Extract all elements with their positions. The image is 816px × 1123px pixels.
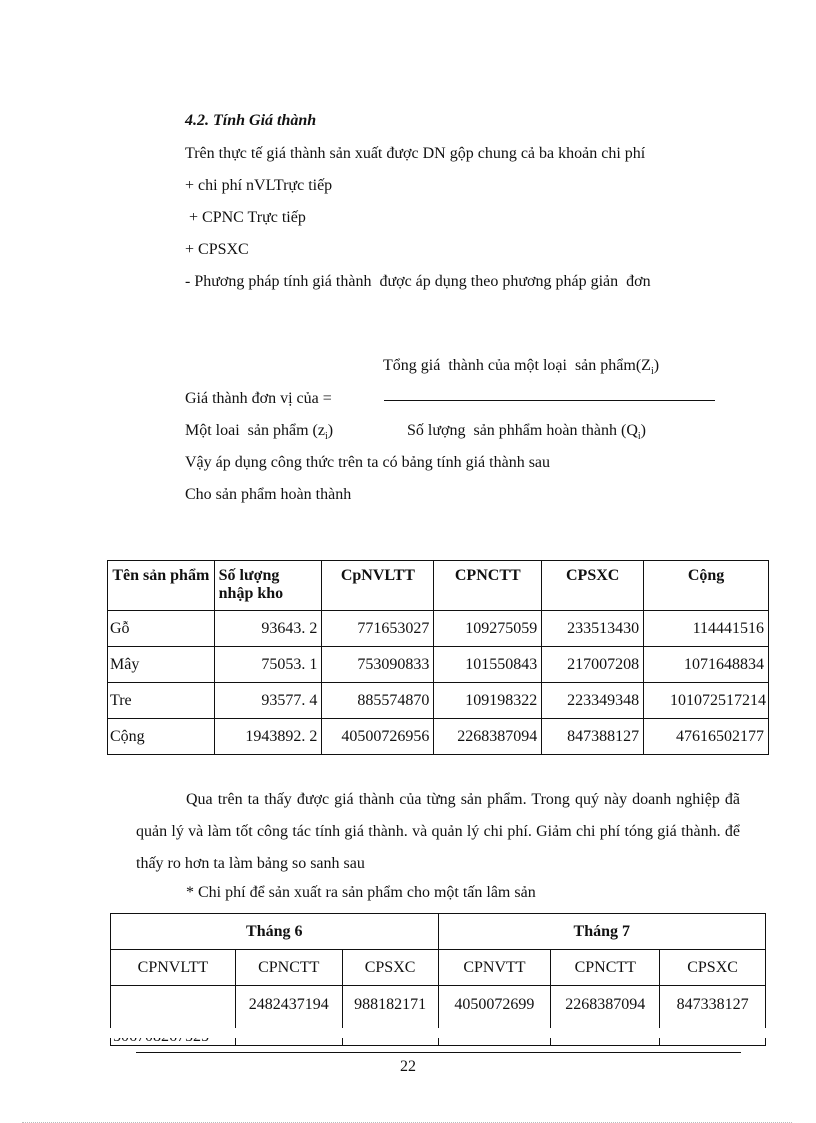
intro-line-1: Trên thực tế giá thành sản xuất được DN gộp chung cả ba khoản chi phí bbox=[185, 145, 646, 162]
cell: 47616502177 bbox=[644, 719, 769, 755]
subheader-cell: CPNVLTT bbox=[111, 950, 236, 986]
cell: 109198322 bbox=[434, 683, 542, 719]
table-row bbox=[108, 611, 769, 647]
footer-rule bbox=[136, 1052, 741, 1053]
intro-line-5: - Phương pháp tính giá thành được áp dụng theo phương pháp giản đơn bbox=[185, 273, 651, 290]
subheader-cell: CPSXC bbox=[342, 950, 438, 986]
table-header-row bbox=[108, 561, 769, 611]
cell: 101072517214 bbox=[644, 683, 769, 719]
numerator-end: ) bbox=[653, 357, 660, 374]
header-cpnctt: CPNCTT bbox=[434, 561, 542, 611]
cell: 2268387094 bbox=[551, 986, 660, 1046]
after-formula-line-2: Cho sản phẩm hoàn thành bbox=[185, 486, 352, 503]
cell: Tre bbox=[108, 683, 215, 719]
cell: Cộng bbox=[108, 719, 215, 755]
cell: Mây bbox=[108, 647, 215, 683]
cell: 1943892. 2 bbox=[214, 719, 322, 755]
group-header-row bbox=[111, 914, 766, 950]
note-line: * Chi phí để sản xuất ra sản phẩm cho một tấn lâm sản bbox=[186, 884, 536, 901]
header-product-name: Tên sản phẩm bbox=[108, 561, 215, 611]
fraction-bar bbox=[384, 400, 715, 401]
page-number: 22 bbox=[400, 1058, 416, 1075]
table-row bbox=[108, 683, 769, 719]
header-cpnvltt: CpNVLTT bbox=[322, 561, 434, 611]
cell: 233513430 bbox=[542, 611, 644, 647]
denominator-end: ) bbox=[640, 422, 646, 439]
subheader-cell: CPNCTT bbox=[551, 950, 660, 986]
cell: 771653027 bbox=[322, 611, 434, 647]
cell: 2268387094 bbox=[434, 719, 542, 755]
header-month-6: Tháng 6 bbox=[111, 914, 439, 950]
header-cpsxc: CPSXC bbox=[542, 561, 644, 611]
formula-lhs-top: Giá thành đơn vị của = bbox=[185, 390, 332, 407]
intro-line-2: + chi phí nVLTrực tiếp bbox=[185, 177, 333, 194]
cell: 223349348 bbox=[542, 683, 644, 719]
page-break-mask bbox=[100, 1028, 780, 1038]
subheader-cell: CPSXC bbox=[660, 950, 766, 986]
section-heading: 4.2. Tính Giá thành bbox=[185, 112, 317, 129]
cell: 217007208 bbox=[542, 647, 644, 683]
subheader-cell: CPNCTT bbox=[235, 950, 342, 986]
lhs-bottom-end: ) bbox=[327, 422, 334, 439]
header-total: Cộng bbox=[644, 561, 769, 611]
header-quantity: Số lượng nhập kho bbox=[214, 561, 322, 611]
formula-denominator bbox=[407, 422, 646, 442]
cell: 1071648834 bbox=[644, 647, 769, 683]
denominator-sub: i bbox=[637, 431, 641, 443]
cell: 109275059 bbox=[434, 611, 542, 647]
table-row bbox=[108, 647, 769, 683]
cost-table bbox=[107, 560, 769, 755]
cell: 93577. 4 bbox=[214, 683, 322, 719]
cell: 847338127 bbox=[660, 986, 766, 1046]
sub-header-row bbox=[111, 950, 766, 986]
subheader-cell: CPNVTT bbox=[438, 950, 551, 986]
intro-line-3: + CPNC Trực tiếp bbox=[185, 209, 306, 226]
table-row bbox=[108, 719, 769, 755]
lhs-bottom-sub: i bbox=[324, 431, 328, 443]
formula-numerator bbox=[383, 357, 659, 377]
numerator-text: Tổng giá thành của một loại sản phẩm(Z bbox=[383, 357, 651, 374]
numerator-sub: i bbox=[650, 366, 654, 378]
cell: 4050072699 bbox=[438, 986, 551, 1046]
header-month-7: Tháng 7 bbox=[438, 914, 765, 950]
cell: 75053. 1 bbox=[214, 647, 322, 683]
formula-lhs-bottom bbox=[185, 422, 333, 442]
cell: 93643. 2 bbox=[214, 611, 322, 647]
denominator-text: Số lượng sản phhẩm hoàn thành (Q bbox=[407, 422, 638, 439]
cell: Gỗ bbox=[108, 611, 215, 647]
after-formula-line-1: Vậy áp dụng công thức trên ta có bảng tính giá thành sau bbox=[185, 454, 551, 471]
cell: 2482437194 bbox=[235, 986, 342, 1046]
summary-paragraph: Qua trên ta thấy được giá thành của từng sản phẩm. Trong quý này doanh nghiệp đã quản lý và làm tốt công tác tính giá thành. và quản lý chi phí. Giảm chi phí tóng giá thành. để thấy ro hơn ta làm bảng so sanh sau bbox=[136, 791, 740, 872]
cell: 988182171 bbox=[342, 986, 438, 1046]
cell: 114441516 bbox=[644, 611, 769, 647]
comparison-table bbox=[110, 913, 766, 1046]
lhs-bottom-text: Một loai sản phẩm (z bbox=[185, 422, 325, 439]
cell: 40500726956 bbox=[322, 719, 434, 755]
intro-line-4: + CPSXC bbox=[185, 241, 249, 258]
cell: 101550843 bbox=[434, 647, 542, 683]
cell: 847388127 bbox=[542, 719, 644, 755]
cell: 753090833 bbox=[322, 647, 434, 683]
cell: 885574870 bbox=[322, 683, 434, 719]
